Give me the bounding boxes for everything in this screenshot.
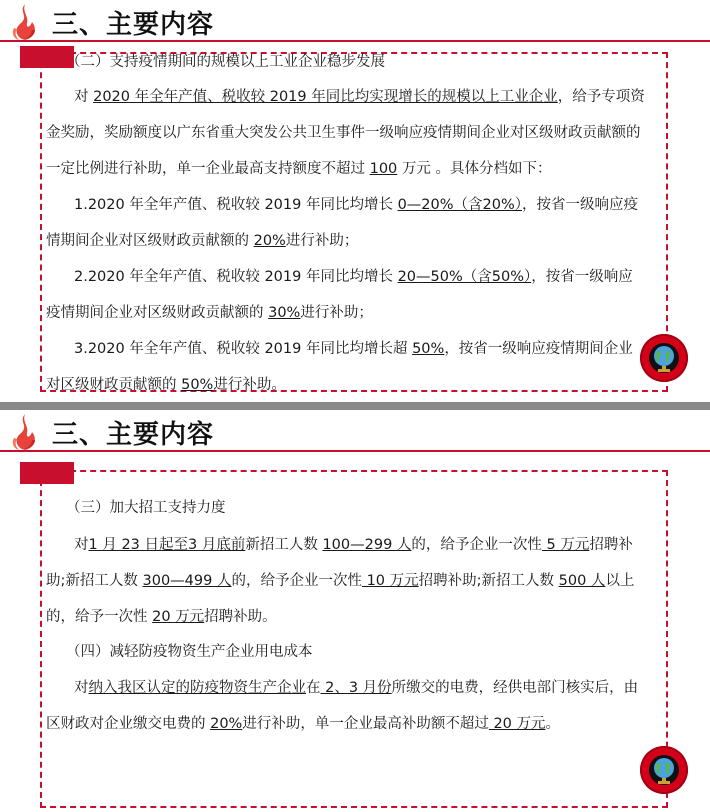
section-heading-4: （四）减轻防疫物资生产企业用电成本 <box>66 644 313 660</box>
title-rule <box>0 450 710 452</box>
hiring-paragraph: 对1 月 23 日起至3 月底前新招工人数 100—299 人的，给予企业一次性 5 万元招聘补助;新招工人数 300—499 人的，给予企业一次性 10 万元招聘补助;新招工人数 500 人以上的，给予一次性 20 万元招聘补助。 <box>46 537 635 625</box>
flame-logo-icon <box>8 412 42 452</box>
flame-logo-icon <box>8 2 42 42</box>
intro-paragraph: 对 2020 年全年产值、税收较 2019 年同比均实现增长的规模以上工业企业，给予专项资金奖励，奖励额度以广东省重大突发公共卫生事件一级响应疫情期间企业对区级财政贡献额的一定比例进行补助，单一企业最高支持额度不超过 100 万元 。具体分档如下： <box>46 89 645 177</box>
globe-nav-button[interactable] <box>640 334 688 382</box>
slide-divider <box>0 402 710 410</box>
slide-2 <box>0 410 710 812</box>
globe-icon <box>648 754 680 786</box>
section-heading: （二）支持疫情期间的规模以上工业企业稳步发展 <box>66 54 385 70</box>
slide-1 <box>0 0 710 402</box>
page-title: 三、主要内容 <box>52 420 215 450</box>
globe-nav-button[interactable] <box>640 746 688 794</box>
page-title: 三、主要内容 <box>52 10 215 40</box>
tier-3-paragraph: 3.2020 年全年产值、税收较 2019 年同比均增长超 50%，按省一级响应疫情期间企业对区级财政贡献额的 50%进行补助。 <box>46 341 633 393</box>
title-rule <box>0 40 710 42</box>
tier-2-paragraph: 2.2020 年全年产值、税收较 2019 年同比均增长 20—50%（含50%），按省一级响应疫情期间企业对区级财政贡献额的 30%进行补助； <box>46 269 633 321</box>
section-heading-3: （三）加大招工支持力度 <box>66 500 226 516</box>
electricity-paragraph: 对纳入我区认定的防疫物资生产企业在 2、3 月份所缴交的电费，经供电部门核实后，由区财政对企业缴交电费的 20%进行补助，单一企业最高补助额不超过 20 万元。 <box>46 680 639 732</box>
globe-icon <box>648 342 680 374</box>
tier-1-paragraph: 1.2020 年全年产值、税收较 2019 年同比均增长 0—20%（含20%），按省一级响应疫情期间企业对区级财政贡献额的 20%进行补助； <box>46 197 639 249</box>
